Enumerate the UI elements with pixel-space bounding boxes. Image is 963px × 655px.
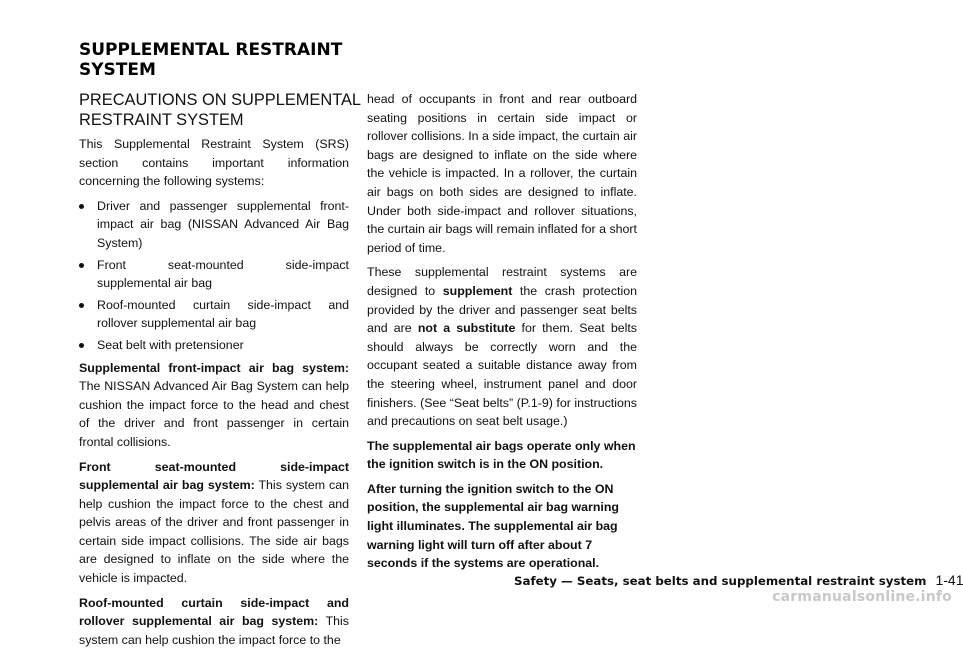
left-column: [79, 90, 362, 655]
section-title: [79, 90, 362, 130]
curtain-continued-paragraph: head of occupants in front and rear outboard seating positions in certain side impact or rollover collisions. In a side impact, the curtain air bags are designed to inflate on the side where the vehicle is impacted. In a rollover, the curtain air bags on both sides are designed to inflate. Under both side-impact and rollover situations, the curtain air bags will remain inflated for a short period of time.: [367, 92, 637, 255]
supplement-text-a: These supplemental restraint systems are designed to: [367, 265, 637, 298]
curtain-paragraph: [79, 594, 349, 650]
side-impact-paragraph: [79, 458, 349, 588]
page-heading-line1: SUPPLEMENTAL RESTRAINT: [79, 40, 343, 60]
list-item: [79, 336, 349, 355]
supplement-paragraph: [367, 263, 637, 430]
bullet-icon: [79, 204, 84, 209]
warning-paragraph-2: After turning the ignition switch to the ON position, the supplemental air bag warning light illuminates. The supplemental air bag warning light will turn off after about 7 seconds if the systems are operational.: [367, 481, 619, 571]
section-title-line1: PRECAUTIONS ON SUPPLEMENTAL: [79, 91, 362, 109]
intro-paragraph: This Supplemental Restraint System (SRS) section contains important information concerning the following systems:: [79, 137, 349, 189]
supplement-text-b: the crash protection provided by the driver and passenger seat belts and are: [367, 283, 637, 336]
list-item-text: Roof-mounted curtain side-impact and rollover supplemental air bag: [97, 297, 349, 331]
page-footer: [514, 572, 963, 589]
bullet-icon: [79, 343, 84, 348]
warning-paragraph-1: The supplemental air bags operate only when the ignition switch is in the ON position.: [367, 438, 636, 472]
supplement-text-c: for them. Seat belts should always be correctly worn and the occupant seated a suitable distance away from the steering wheel, instrument panel and door finishers. (See “Seat belts” (P.1-9) for instructions and precautions on seat belt usage.): [367, 321, 637, 429]
not-substitute-term: not a substitute: [417, 321, 516, 336]
bullet-icon: [79, 263, 84, 268]
front-impact-text: The NISSAN Advanced Air Bag System can help cushion the impact force to the head and chest of the driver and front passenger in certain frontal collisions.: [79, 379, 349, 449]
section-title-line2: RESTRAINT SYSTEM: [79, 111, 244, 129]
side-impact-text: This system can help cushion the impact force to the chest and pelvis areas of the driver and front passenger in certain side impact collisions. The side air bags are designed to inflate on the side where the vehicle is impacted.: [79, 478, 350, 586]
list-item-text: Front seat-mounted side-impact supplemental air bag: [97, 257, 349, 291]
list-item: [79, 296, 349, 333]
footer-section-title: Safety — Seats, seat belts and supplemental restraint system: [514, 574, 927, 588]
curtain-term: Roof-mounted curtain side-impact and rollover supplemental air bag system:: [79, 595, 349, 629]
front-impact-term: Supplemental front-impact air bag system:: [79, 360, 349, 375]
page-number: 1-41: [935, 572, 963, 588]
list-item-text: Driver and passenger supplemental front-impact air bag (NISSAN Advanced Air Bag System): [97, 198, 349, 250]
front-impact-paragraph: [79, 359, 349, 452]
side-impact-term: Front seat-mounted side-impact supplemental air bag system:: [79, 459, 349, 493]
watermark: carmanualsonline.info: [772, 589, 952, 605]
supplement-term: supplement: [442, 283, 513, 298]
page-heading-line2: SYSTEM: [79, 60, 156, 80]
list-item: [79, 197, 349, 253]
right-column: [367, 90, 637, 579]
list-item-text: Seat belt with pretensioner: [97, 337, 244, 352]
bullet-icon: [79, 303, 84, 308]
page-heading: [79, 40, 342, 80]
list-item: [79, 256, 349, 293]
curtain-text: This system can help cushion the impact force to the: [79, 614, 349, 647]
system-list: [79, 197, 349, 355]
